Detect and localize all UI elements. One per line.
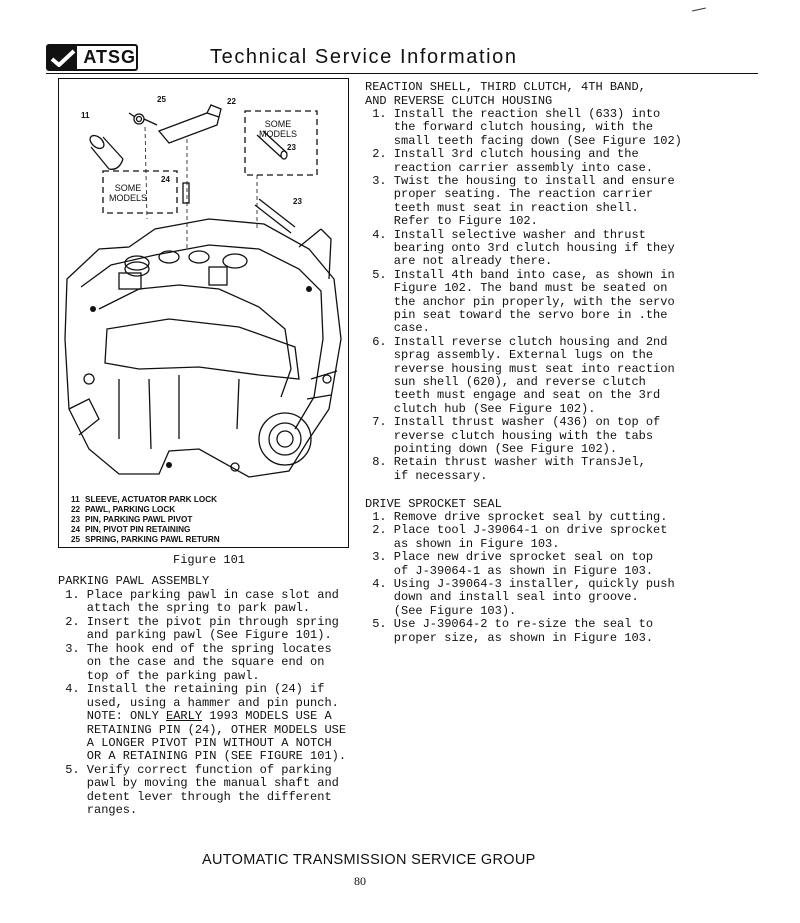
- text-line: ranges.: [58, 803, 138, 818]
- callout-22: 22: [227, 97, 236, 106]
- text-line: OR A RETAINING PIN (SEE FIGURE 101).: [58, 749, 347, 764]
- text-line: 1. Remove drive sprocket seal by cutting.: [365, 510, 668, 524]
- footer-organization: AUTOMATIC TRANSMISSION SERVICE GROUP: [202, 852, 536, 868]
- section-heading-drive-sprocket-seal: DRIVE SPROCKET SEAL: [365, 497, 502, 511]
- text-line: reaction carrier assembly into case.: [365, 160, 654, 175]
- section-heading-reaction-shell-line2: AND REVERSE CLUTCH HOUSING: [365, 94, 553, 108]
- legend-item: 22 PAWL, PARKING LOCK: [71, 505, 176, 514]
- text-line: Refer to Figure 102.: [365, 214, 538, 229]
- text-line: 1. Place parking pawl in case slot and: [58, 588, 339, 602]
- text-line: sprag assembly. External lugs on the: [365, 348, 654, 363]
- text-line: top of the parking pawl.: [58, 668, 260, 683]
- text-line: as shown in Figure 103.: [365, 536, 560, 551]
- text-line: RETAINING PIN (24), OTHER MODELS USE: [58, 722, 347, 737]
- text-line: reverse clutch housing with the tabs: [365, 428, 654, 443]
- text-line: detent lever through the different: [58, 789, 332, 804]
- callout-23-lower: 23: [293, 197, 302, 206]
- figure-101: [58, 78, 349, 548]
- text-line: and parking pawl (See Figure 101).: [58, 628, 332, 643]
- text-line: if necessary.: [365, 468, 488, 483]
- text-line: the forward clutch housing, with the: [365, 120, 654, 135]
- some-models-label-lower: SOME MODELS: [109, 183, 148, 203]
- section-heading-reaction-shell-line1: REACTION SHELL, THIRD CLUTCH, 4TH BAND,: [365, 80, 646, 94]
- legend-item: 23 PIN, PARKING PAWL PIVOT: [71, 515, 193, 524]
- text-line: 2. Insert the pivot pin through spring: [58, 614, 339, 629]
- text-line: pin seat toward the servo bore in .the: [365, 308, 668, 322]
- text-line: (See Figure 103).: [365, 603, 517, 618]
- text-line: NOTE: ONLY EARLY 1993 MODELS USE A: [58, 709, 332, 724]
- legend-item: 24 PIN, PIVOT PIN RETAINING: [71, 525, 191, 534]
- text-line: sun shell (620), and reverse clutch: [365, 375, 646, 389]
- text-line: used, using a hammer and pin punch.: [58, 695, 339, 710]
- header-divider: [46, 73, 758, 74]
- text-line: on the case and the square end on: [58, 655, 325, 670]
- logo-text: ATSG: [83, 47, 136, 67]
- text-line: attach the spring to park pawl.: [58, 601, 311, 616]
- text-line: 3. Place new drive sprocket seal on top: [365, 550, 654, 565]
- text-line: pawl by moving the manual shaft and: [58, 776, 339, 791]
- text-line: small teeth facing down (See Figure 102): [365, 133, 682, 148]
- figure-caption: Figure 101: [173, 553, 246, 567]
- text-line: bearing onto 3rd clutch housing if they: [365, 241, 675, 255]
- page-title: Technical Service Information: [210, 46, 518, 68]
- text-line: clutch hub (See Figure 102).: [365, 401, 596, 416]
- text-line: A LONGER PIVOT PIN WITHOUT A NOTCH: [58, 735, 332, 750]
- text-line: 2. Place tool J-39064-1 on drive sprocket: [365, 523, 668, 538]
- text-line: 7. Install thrust washer (436) on top of: [365, 415, 661, 430]
- text-line: teeth must seat in reaction shell.: [365, 200, 639, 215]
- some-models-label-upper: SOME MODELS: [259, 119, 298, 139]
- legend-item: 25 SPRING, PARKING PAWL RETURN: [71, 535, 220, 544]
- text-line: 2. Install 3rd clutch housing and the: [365, 147, 639, 162]
- text-line: 1. Install the reaction shell (633) into: [365, 107, 661, 121]
- text-line: 8. Retain thrust washer with TransJel,: [365, 455, 646, 470]
- text-line: teeth must engage and seat on the 3rd: [365, 388, 661, 403]
- text-line: the anchor pin properly, with the servo: [365, 294, 675, 309]
- legend-item: 11 SLEEVE, ACTUATOR PARK LOCK: [71, 495, 218, 504]
- text-line: 5. Install 4th band into case, as shown in: [365, 267, 675, 282]
- text-line: proper size, as shown in Figure 103.: [365, 630, 654, 645]
- callout-11: 11: [81, 111, 90, 120]
- text-line: down and install seal into groove.: [365, 590, 639, 605]
- text-line: 5. Use J-39064-2 to re-size the seal to: [365, 617, 654, 632]
- text-line: 4. Install selective washer and thrust: [365, 227, 646, 242]
- checkmark-icon: [48, 46, 77, 69]
- text-line: 3. The hook end of the spring locates: [58, 641, 332, 656]
- text-line: are not already there.: [365, 254, 553, 269]
- page-number: 80: [354, 874, 366, 888]
- text-line: 5. Verify correct function of parking: [58, 762, 332, 777]
- text-line: 4. Install the retaining pin (24) if: [58, 682, 325, 697]
- callout-24: 24: [161, 175, 170, 184]
- transmission-case-illustration: [59, 79, 350, 494]
- text-line: 3. Twist the housing to install and ensure: [365, 174, 675, 188]
- scan-mark: [692, 8, 706, 12]
- section-heading-parking-pawl: PARKING PAWL ASSEMBLY: [58, 574, 210, 588]
- text-line: Figure 102. The band must be seated on: [365, 281, 668, 296]
- callout-25: 25: [157, 95, 166, 104]
- text-line: 4. Using J-39064-3 installer, quickly push: [365, 577, 675, 591]
- text-line: proper seating. The reaction carrier: [365, 187, 654, 202]
- text-line: of J-39064-1 as shown in Figure 103.: [365, 563, 654, 578]
- text-line: reverse housing must seat into reaction: [365, 361, 675, 376]
- text-line: 6. Install reverse clutch housing and 2nd: [365, 334, 668, 349]
- text-line: case.: [365, 321, 430, 336]
- callout-23-upper: 23: [287, 143, 296, 152]
- text-line: pointing down (See Figure 102).: [365, 442, 618, 456]
- atsg-logo: [46, 44, 138, 71]
